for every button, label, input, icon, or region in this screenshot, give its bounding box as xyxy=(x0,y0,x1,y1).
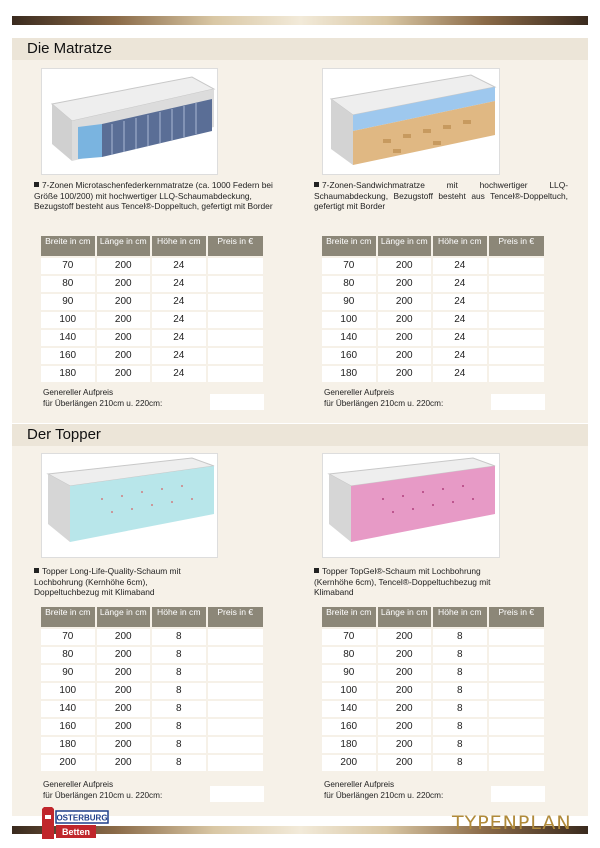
price-cell xyxy=(489,737,544,753)
surcharge-note: Genereller Aufpreis für Überlängen 210cm u. 220cm: xyxy=(43,780,163,800)
price-cell xyxy=(489,276,544,292)
table-cell: 200 xyxy=(378,258,432,274)
product-description: 7-Zonen Microtaschenfederkernmatratze (ca. 1000 Federn bei Größe 100/200) mit hochwertiger LLQ-Schaumabdeckung, Bezugstoff besteht aus Tencel®-Doppeltuch, gefertigt mit Border xyxy=(34,180,273,212)
price-cell xyxy=(489,258,544,274)
price-cell xyxy=(489,665,544,681)
table-cell: 200 xyxy=(378,737,432,753)
table-cell: 200 xyxy=(378,348,432,364)
table-cell: 200 xyxy=(97,366,151,382)
table-cell: 8 xyxy=(152,683,206,699)
header-cell: Länge in cm xyxy=(378,236,432,256)
table-cell: 24 xyxy=(152,276,206,292)
table-row xyxy=(41,294,265,310)
table-row xyxy=(322,701,546,717)
table-cell: 70 xyxy=(322,258,376,274)
table-cell: 200 xyxy=(322,755,376,771)
table-cell: 160 xyxy=(41,719,95,735)
table-cell: 8 xyxy=(433,629,487,645)
header-cell: Breite in cm xyxy=(322,236,376,256)
table-cell: 140 xyxy=(41,701,95,717)
table-cell: 8 xyxy=(433,755,487,771)
table-cell: 200 xyxy=(378,755,432,771)
price-cell xyxy=(489,647,544,663)
price-cell xyxy=(208,719,263,735)
price-cell xyxy=(208,366,263,382)
section-title: Die Matratze xyxy=(27,40,113,57)
table-row xyxy=(322,258,546,274)
price-cell xyxy=(208,258,263,274)
table-cell: 160 xyxy=(41,348,95,364)
table-cell: 8 xyxy=(152,737,206,753)
table-row xyxy=(322,366,546,382)
table-cell: 90 xyxy=(322,665,376,681)
price-cell xyxy=(208,755,263,771)
table-row xyxy=(322,683,546,699)
surcharge-price-cell xyxy=(210,786,264,802)
table-cell: 100 xyxy=(41,312,95,328)
top-decor-bar xyxy=(12,16,588,25)
section-header-matratze xyxy=(12,38,588,60)
price-cell xyxy=(208,312,263,328)
size-price-table xyxy=(322,236,546,382)
table-cell: 180 xyxy=(322,366,376,382)
table-cell: 200 xyxy=(97,294,151,310)
table-cell: 200 xyxy=(378,276,432,292)
table-cell: 200 xyxy=(97,755,151,771)
product-image-sandwich xyxy=(322,68,500,175)
table-row xyxy=(322,629,546,645)
table-cell: 200 xyxy=(378,665,432,681)
header-cell: Länge in cm xyxy=(97,607,151,627)
table-cell: 200 xyxy=(97,258,151,274)
header-cell: Preis in € xyxy=(489,236,544,256)
surcharge-price-cell xyxy=(210,394,264,410)
product-image-topper-llq xyxy=(41,453,218,558)
table-row xyxy=(322,647,546,663)
table-header xyxy=(41,236,265,256)
table-row xyxy=(322,737,546,753)
table-cell: 90 xyxy=(322,294,376,310)
table-cell: 24 xyxy=(433,276,487,292)
product-image-topper-gel xyxy=(322,453,500,558)
table-cell: 24 xyxy=(152,312,206,328)
table-cell: 80 xyxy=(322,647,376,663)
price-cell xyxy=(208,737,263,753)
table-cell: 24 xyxy=(433,312,487,328)
table-row xyxy=(41,258,265,274)
bullet-icon xyxy=(314,182,319,187)
table-cell: 140 xyxy=(322,330,376,346)
typenplan-logo: TYPENPLAN xyxy=(452,812,572,834)
table-cell: 8 xyxy=(433,665,487,681)
table-row xyxy=(41,683,265,699)
table-cell: 180 xyxy=(41,366,95,382)
table-cell: 200 xyxy=(97,276,151,292)
table-cell: 200 xyxy=(378,719,432,735)
surcharge-note: Genereller Aufpreis für Überlängen 210cm u. 220cm: xyxy=(43,388,163,408)
product-description: Topper TopGel®-Schaum mit Lochbohrung (Kernhöhe 6cm), Tencel®-Doppeltuchbezug mit Klimaband xyxy=(314,566,491,598)
price-cell xyxy=(208,276,263,292)
surcharge-note: Genereller Aufpreis für Überlängen 210cm u. 220cm: xyxy=(324,780,444,800)
price-cell xyxy=(208,665,263,681)
table-cell: 8 xyxy=(433,701,487,717)
price-cell xyxy=(208,330,263,346)
table-row xyxy=(41,312,265,328)
table-row xyxy=(322,348,546,364)
table-cell: 140 xyxy=(322,701,376,717)
price-cell xyxy=(208,294,263,310)
table-cell: 160 xyxy=(322,719,376,735)
table-row xyxy=(41,276,265,292)
price-cell xyxy=(208,348,263,364)
price-cell xyxy=(489,701,544,717)
table-cell: 100 xyxy=(41,683,95,699)
table-cell: 200 xyxy=(378,629,432,645)
table-row xyxy=(322,276,546,292)
table-cell: 24 xyxy=(152,258,206,274)
table-cell: 100 xyxy=(322,683,376,699)
product-description: 7-Zonen-Sandwichmatratze mit hochwertiger LLQ-Schaumabdeckung, Bezugstoff besteht aus Tencel®-Doppeltuch, gefertigt mit Border xyxy=(314,180,568,212)
header-cell: Preis in € xyxy=(489,607,544,627)
table-cell: 8 xyxy=(433,683,487,699)
surcharge-price-cell xyxy=(491,786,545,802)
header-cell: Breite in cm xyxy=(41,236,95,256)
price-cell xyxy=(208,647,263,663)
table-cell: 70 xyxy=(41,258,95,274)
header-cell: Breite in cm xyxy=(322,607,376,627)
table-cell: 8 xyxy=(152,719,206,735)
table-cell: 200 xyxy=(378,312,432,328)
table-cell: 200 xyxy=(41,755,95,771)
table-cell: 80 xyxy=(41,647,95,663)
price-cell xyxy=(489,683,544,699)
header-cell: Breite in cm xyxy=(41,607,95,627)
table-cell: 24 xyxy=(152,366,206,382)
table-cell: 160 xyxy=(322,348,376,364)
table-cell: 8 xyxy=(152,647,206,663)
table-cell: 24 xyxy=(433,294,487,310)
table-row xyxy=(322,755,546,771)
table-cell: 8 xyxy=(433,737,487,753)
section-header-topper xyxy=(12,424,588,446)
table-cell: 8 xyxy=(152,755,206,771)
header-cell: Preis in € xyxy=(208,236,263,256)
table-cell: 8 xyxy=(433,719,487,735)
table-cell: 24 xyxy=(433,366,487,382)
section-title: Der Topper xyxy=(27,426,101,443)
table-row xyxy=(41,348,265,364)
product-image-taschenfederkern xyxy=(41,68,218,175)
price-cell xyxy=(489,312,544,328)
table-row xyxy=(41,737,265,753)
table-cell: 200 xyxy=(97,683,151,699)
table-cell: 200 xyxy=(97,719,151,735)
table-cell: 24 xyxy=(152,294,206,310)
price-cell xyxy=(208,701,263,717)
table-row xyxy=(41,755,265,771)
header-cell: Länge in cm xyxy=(97,236,151,256)
table-cell: 24 xyxy=(152,330,206,346)
price-cell xyxy=(489,294,544,310)
table-cell: 200 xyxy=(97,348,151,364)
table-cell: 24 xyxy=(152,348,206,364)
table-cell: 8 xyxy=(152,701,206,717)
header-cell: Länge in cm xyxy=(378,607,432,627)
table-row xyxy=(41,701,265,717)
table-cell: 8 xyxy=(152,665,206,681)
table-row xyxy=(41,647,265,663)
osterburg-betten-logo xyxy=(40,807,110,843)
table-header xyxy=(41,607,265,627)
table-cell: 200 xyxy=(97,312,151,328)
surcharge-price-cell xyxy=(491,394,545,410)
table-cell: 200 xyxy=(97,629,151,645)
table-cell: 24 xyxy=(433,330,487,346)
header-cell: Preis in € xyxy=(208,607,263,627)
table-row xyxy=(41,629,265,645)
table-cell: 70 xyxy=(322,629,376,645)
table-header xyxy=(322,236,546,256)
size-price-table xyxy=(322,607,546,771)
table-cell: 90 xyxy=(41,665,95,681)
table-header xyxy=(322,607,546,627)
table-cell: 70 xyxy=(41,629,95,645)
table-cell: 80 xyxy=(41,276,95,292)
logo-text-line2: Betten xyxy=(61,827,91,837)
price-cell xyxy=(489,330,544,346)
table-cell: 200 xyxy=(378,701,432,717)
price-cell xyxy=(489,755,544,771)
table-row xyxy=(322,719,546,735)
header-cell: Höhe in cm xyxy=(152,607,206,627)
table-cell: 200 xyxy=(97,737,151,753)
bullet-icon xyxy=(34,568,39,573)
size-price-table xyxy=(41,236,265,382)
table-cell: 200 xyxy=(97,701,151,717)
table-cell: 100 xyxy=(322,312,376,328)
table-row xyxy=(41,366,265,382)
bullet-icon xyxy=(314,568,319,573)
table-row xyxy=(41,719,265,735)
table-row xyxy=(322,330,546,346)
table-cell: 200 xyxy=(97,647,151,663)
product-description: Topper Long-Life-Quality-Schaum mit Lochbohrung (Kernhöhe 6cm), Doppeltuchbezug mit Klimaband xyxy=(34,566,181,598)
table-cell: 200 xyxy=(97,330,151,346)
table-row xyxy=(322,294,546,310)
table-cell: 90 xyxy=(41,294,95,310)
table-row xyxy=(41,330,265,346)
table-cell: 180 xyxy=(41,737,95,753)
table-cell: 8 xyxy=(152,629,206,645)
price-cell xyxy=(208,683,263,699)
header-cell: Höhe in cm xyxy=(152,236,206,256)
price-cell xyxy=(489,719,544,735)
price-cell xyxy=(489,629,544,645)
price-cell xyxy=(208,629,263,645)
table-row xyxy=(322,312,546,328)
table-cell: 80 xyxy=(322,276,376,292)
table-cell: 8 xyxy=(433,647,487,663)
logo-text-line1: OSTERBURG xyxy=(56,813,108,823)
price-cell xyxy=(489,366,544,382)
table-cell: 24 xyxy=(433,258,487,274)
table-cell: 24 xyxy=(433,348,487,364)
table-cell: 140 xyxy=(41,330,95,346)
table-cell: 200 xyxy=(378,294,432,310)
surcharge-note: Genereller Aufpreis für Überlängen 210cm u. 220cm: xyxy=(324,388,444,408)
table-cell: 200 xyxy=(97,665,151,681)
header-cell: Höhe in cm xyxy=(433,236,487,256)
price-cell xyxy=(489,348,544,364)
header-cell: Höhe in cm xyxy=(433,607,487,627)
size-price-table xyxy=(41,607,265,771)
table-row xyxy=(41,665,265,681)
bullet-icon xyxy=(34,182,39,187)
table-cell: 200 xyxy=(378,647,432,663)
table-cell: 180 xyxy=(322,737,376,753)
table-cell: 200 xyxy=(378,683,432,699)
table-row xyxy=(322,665,546,681)
table-cell: 200 xyxy=(378,330,432,346)
table-cell: 200 xyxy=(378,366,432,382)
